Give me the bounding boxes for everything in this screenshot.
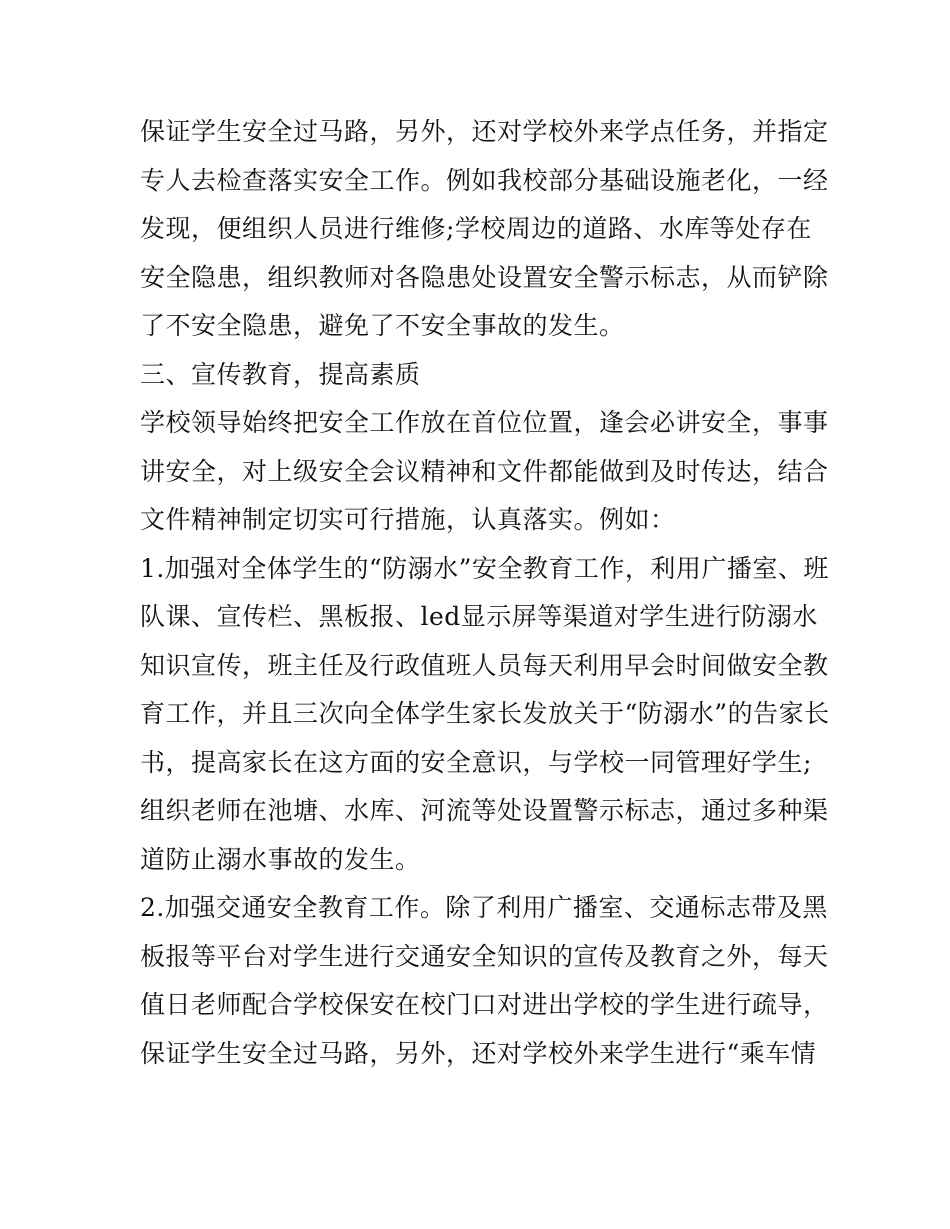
text-line: 文件精神制定切实可行措施，认真落实。例如： [140, 505, 676, 534]
text-line: 书，提高家长在这方面的安全意识，与学校一同管理好学生; [140, 747, 812, 777]
text-line: 1.加强对全体学生的“防溺水”安全教育工作，利用广播室、班 [140, 553, 829, 583]
text-line: 学校领导始终把安全工作放在首位位置，逢会必讲安全，事事 [140, 408, 829, 437]
text-line: 了不安全隐患，避免了不安全事故的发生。 [140, 311, 625, 340]
text-line: 保证学生安全过马路，另外，还对学校外来学点任务，并指定 [140, 117, 829, 146]
text-line: 2.加强交通安全教育工作。除了利用广播室、交通标志带及黑 [140, 893, 828, 922]
text-line: 发现，便组织人员进行维修;学校周边的道路、水库等处存在 [140, 214, 812, 243]
section-heading: 三、宣传教育，提高素质 [140, 359, 421, 389]
text-line: 专人去检查落实安全工作。例如我校部分基础设施老化，一经 [140, 165, 829, 195]
text-line: 安全隐患，组织教师对各隐患处设置安全警示标志，从而铲除 [140, 262, 829, 292]
text-line: 讲安全，对上级安全会议精神和文件都能做到及时传达，结合 [140, 456, 829, 486]
body-text [140, 108, 830, 1078]
text-line: 育工作，并且三次向全体学生家长发放关于“防溺水”的告家长 [140, 699, 830, 728]
text-line: 队课、宣传栏、黑板报、led显示屏等渠道对学生进行防溺水 [140, 602, 818, 631]
text-line: 保证学生安全过马路，另外，还对学校外来学生进行“乘车情 [140, 1038, 817, 1068]
text-line: 道防止溺水事故的发生。 [140, 844, 421, 874]
text-line: 值日老师配合学校保安在校门口对进出学校的学生进行疏导， [140, 990, 829, 1019]
text-line: 组织老师在池塘、水库、河流等处设置警示标志，通过多种渠 [140, 796, 829, 825]
text-line: 板报等平台对学生进行交通安全知识的宣传及教育之外，每天 [140, 941, 829, 971]
text-line: 知识宣传，班主任及行政值班人员每天利用早会时间做安全教 [140, 650, 829, 680]
